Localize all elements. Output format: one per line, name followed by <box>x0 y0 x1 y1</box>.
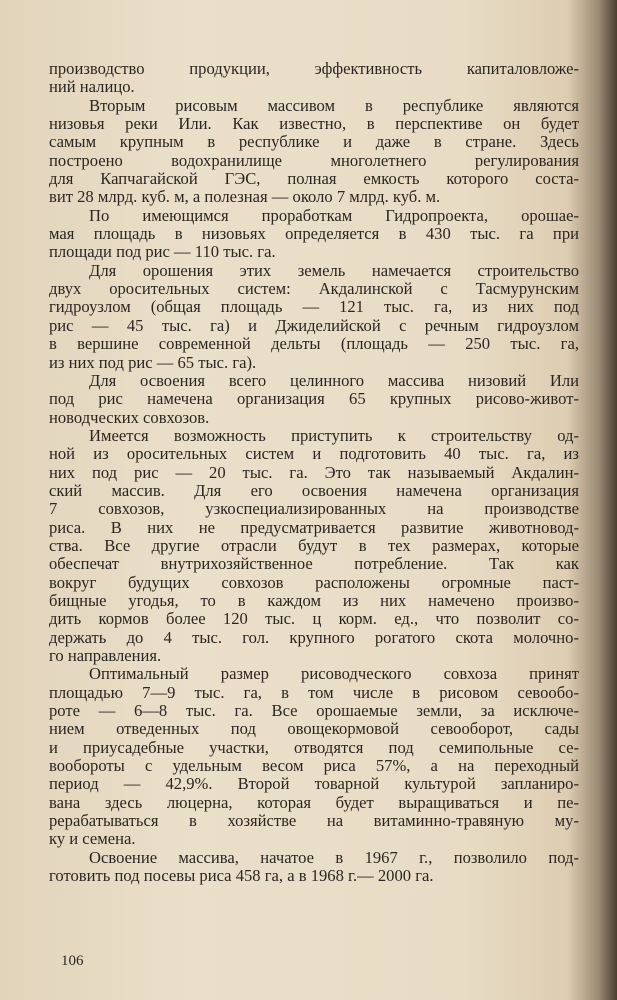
text-line: вана здесь люцерна, которая будет выращиваться и пе- <box>49 792 579 812</box>
text-line: рис — 45 тыс. га) и Джиделийской с речным гидроузлом <box>49 315 579 335</box>
text-line: ства. Все другие отрасли будут в тех размерах, которые <box>49 535 579 555</box>
text-line: Для орошения этих земель намечается строительство <box>89 260 579 280</box>
text-line: По имеющимся проработкам Гидропроекта, орошае- <box>89 205 579 225</box>
paragraph <box>49 60 579 97</box>
text-line: самым крупным в республике и даже в стране. Здесь <box>49 132 579 152</box>
text-line: производство продукции, эффективность капиталовложе- <box>49 59 579 78</box>
text-line: держать до 4 тыс. гол. крупного рогатого скота молочно- <box>49 627 579 647</box>
text-line: Освоение массива, начатое в 1967 г., позволило под- <box>89 847 579 867</box>
text-line: ной из оросительных систем и подготовить 40 тыс. га, из <box>49 444 579 464</box>
text-line: роте — 6—8 тыс. га. Все орошаемые земли, за исключе- <box>49 701 579 721</box>
paragraph <box>49 262 579 372</box>
text-line: Вторым рисовым массивом в республике являются <box>89 95 579 115</box>
paragraph <box>49 97 579 207</box>
text-line: новодческих совхозов. <box>49 407 210 427</box>
text-line: Оптимальный размер рисоводческого совхоза принят <box>89 664 579 684</box>
text-line: низовья реки Или. Как известно, в перспективе он будет <box>49 114 579 134</box>
text-line: них под рис — 20 тыс. га. Это так называемый Акдалин- <box>49 462 579 482</box>
text-line: построено водохранилище многолетнего регулирования <box>49 150 579 170</box>
text-line: вообороты с удельным весом риса 57%, а на переходный <box>49 756 579 776</box>
paragraph <box>49 372 579 427</box>
text-line: вит 28 млрд. куб. м, а полезная — около 7 млрд. куб. м. <box>49 187 441 207</box>
text-line: ний налицо. <box>49 77 135 97</box>
text-line: Имеется возможность приступить к строительству од- <box>89 425 579 445</box>
text-line: дить кормов более 120 тыс. ц корм. ед., что позволит со- <box>49 609 579 629</box>
page-text <box>49 60 579 885</box>
text-line: период — 42,9%. Второй товарной культурой запланиро- <box>49 774 579 794</box>
text-line: рерабатываться в хозяйстве на витаминно-травяную му- <box>49 811 579 831</box>
text-line: готовить под посевы риса 458 га, а в 1968 г.— 2000 га. <box>49 866 434 886</box>
text-line: бищные угодья, то в каждом из них намечено произво- <box>49 590 579 610</box>
text-line: 7 совхозов, узкоспециализированных на производстве <box>49 499 579 519</box>
page-number: 106 <box>61 953 84 969</box>
text-line: мая площадь в низовьях определяется в 430 тыс. га при <box>49 224 579 244</box>
text-line: под рис намечена организация 65 крупных рисово-живот- <box>49 389 579 409</box>
text-line: обеспечат внутрихозяйственное потребление. Так как <box>49 554 579 574</box>
text-line: риса. В них не предусматривается развитие животновод- <box>49 517 579 537</box>
text-line: нием отведенных под овощекормовой севооборот, сады <box>49 719 579 739</box>
text-line: площадью 7—9 тыс. га, в том числе в рисовом севообо- <box>49 682 579 702</box>
text-line: и приусадебные участки, отводятся под семипольные се- <box>49 737 579 757</box>
text-line: го направления. <box>49 646 162 665</box>
text-line: для Капчагайской ГЭС, полная емкость которого соста- <box>49 169 579 189</box>
text-line: гидроузлом (общая площадь — 121 тыс. га, из них под <box>49 297 579 317</box>
paragraph <box>49 207 579 262</box>
text-line: вокруг будущих совхозов расположены огромные паст- <box>49 572 579 592</box>
text-line: ский массив. Для его освоения намечена организация <box>49 480 579 500</box>
text-line: в вершине современной дельты (площадь — 250 тыс. га, <box>49 334 579 354</box>
paragraph <box>49 427 579 665</box>
text-line: ку и семена. <box>49 829 136 849</box>
text-line: Для освоения всего целинного массива низовий Или <box>89 370 579 390</box>
text-line: площади под рис — 110 тыс. га. <box>49 242 276 262</box>
text-line: двух оросительных систем: Акдалинской с Тасмурунским <box>49 279 579 299</box>
paragraph <box>49 665 579 848</box>
text-line: из них под рис — 65 тыс. га). <box>49 352 257 372</box>
paragraph <box>49 849 579 886</box>
